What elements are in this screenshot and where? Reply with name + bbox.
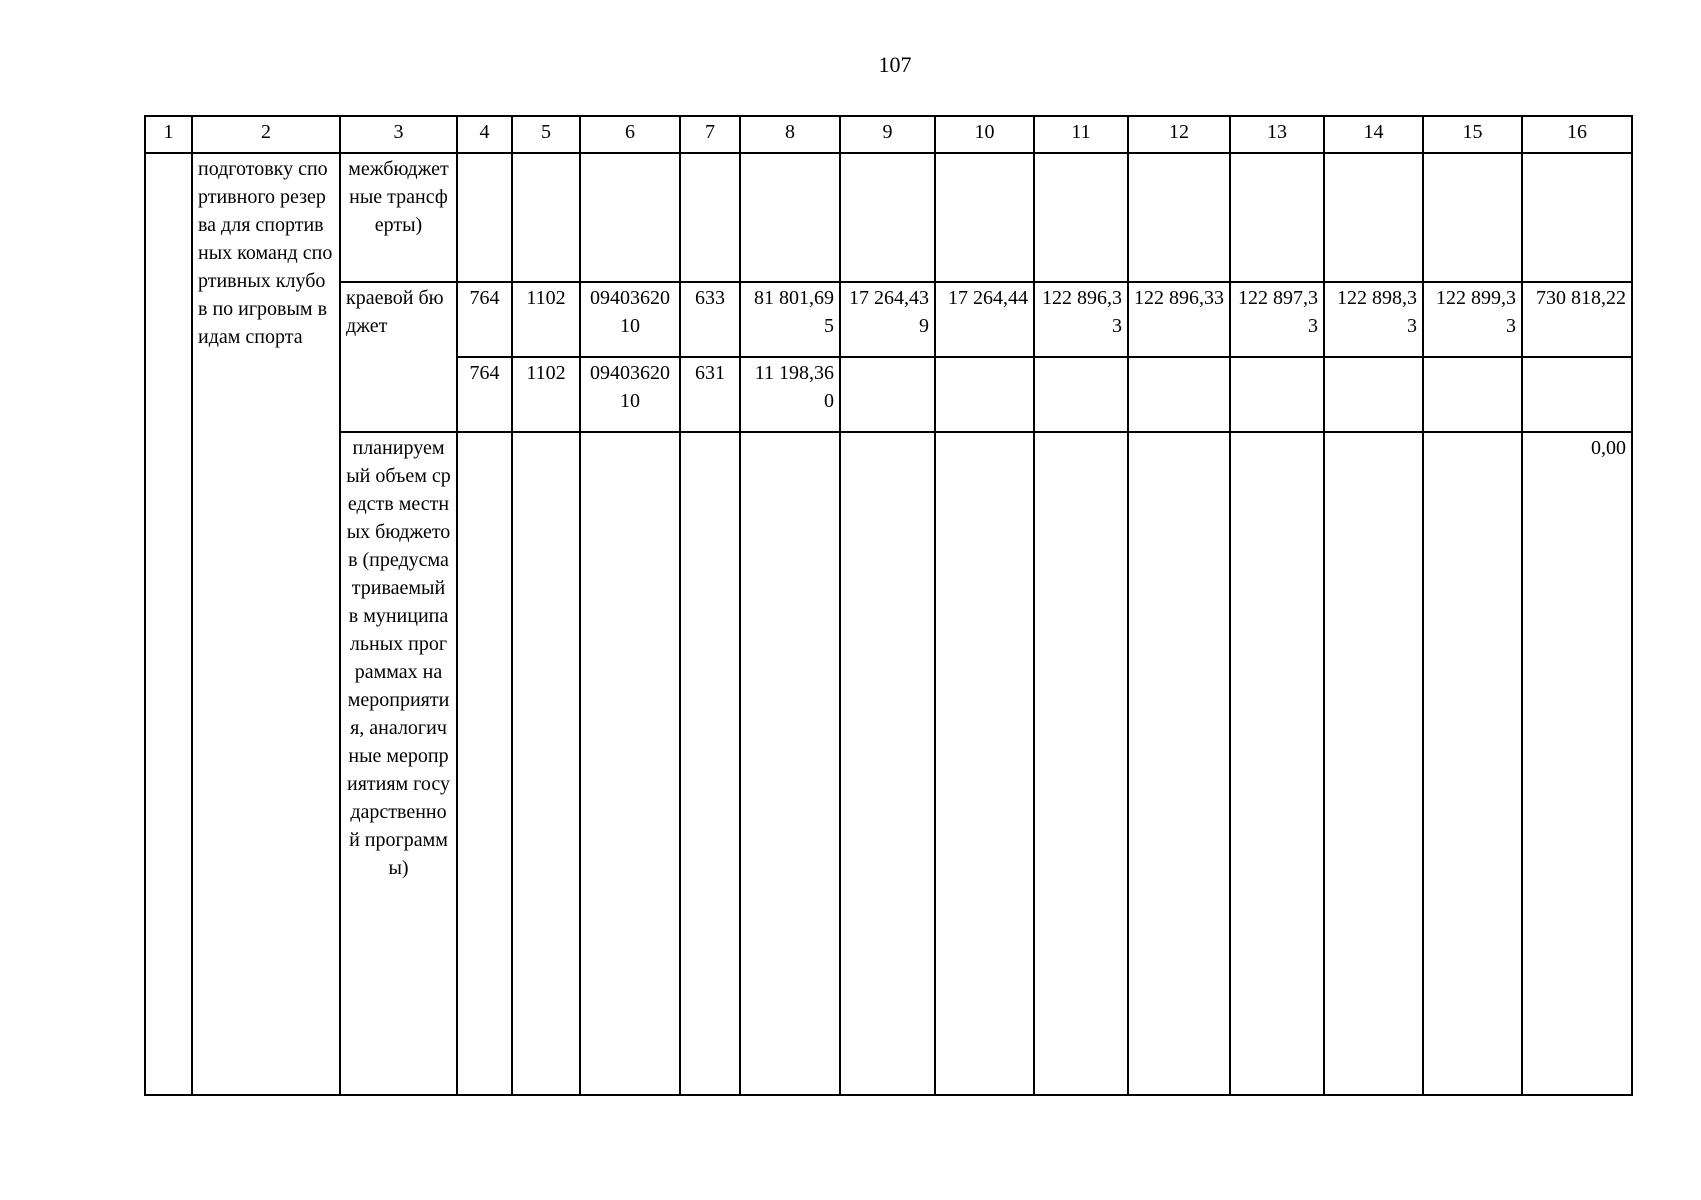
header-cell: 13 [1230, 116, 1324, 153]
table-cell [1128, 432, 1230, 1095]
table-cell: 764 [457, 357, 512, 432]
table-cell: 11 198,360 [740, 357, 840, 432]
table-cell [1324, 153, 1423, 282]
table-cell [1423, 432, 1522, 1095]
header-row [145, 116, 1632, 153]
table-cell [580, 153, 680, 282]
table-cell: 17 264,44 [935, 282, 1034, 357]
table-cell [680, 153, 740, 282]
table-cell [935, 153, 1034, 282]
table-cell: 122 896,33 [1128, 282, 1230, 357]
table-cell: 0940362010 [580, 357, 680, 432]
table-row [145, 282, 1632, 357]
table-cell: 81 801,695 [740, 282, 840, 357]
table-cell [680, 432, 740, 1095]
table-cell [1128, 357, 1230, 432]
table-cell [1522, 153, 1632, 282]
table-cell: 631 [680, 357, 740, 432]
header-cell: 5 [512, 116, 580, 153]
table-cell [457, 153, 512, 282]
table-cell [457, 432, 512, 1095]
header-cell: 2 [192, 116, 340, 153]
header-cell: 9 [840, 116, 935, 153]
table-cell [935, 432, 1034, 1095]
page-number: 107 [878, 52, 912, 77]
header-cell: 10 [935, 116, 1034, 153]
header-cell: 1 [145, 116, 192, 153]
table-cell [1423, 153, 1522, 282]
table-cell [1230, 432, 1324, 1095]
table-cell: 0940362010 [580, 282, 680, 357]
table-cell: 17 264,439 [840, 282, 935, 357]
table-cell [1423, 357, 1522, 432]
funding-source-cell: краевой бюджет [340, 282, 457, 432]
table-cell [740, 432, 840, 1095]
table-cell: 122 899,33 [1423, 282, 1522, 357]
table-cell [1230, 153, 1324, 282]
table-cell: 1102 [512, 282, 580, 357]
funding-source-cell: планируемый объем средств местных бюджетов (предусматриваемый в муниципальных программах на мероприятия, аналогичные мероприятиям государственной программы) [340, 432, 457, 1095]
table-cell [512, 153, 580, 282]
table-cell: 0,00 [1522, 432, 1632, 1095]
cell-index [145, 153, 192, 1095]
header-cell: 7 [680, 116, 740, 153]
table-cell [740, 153, 840, 282]
header-cell: 4 [457, 116, 512, 153]
budget-table [144, 115, 1633, 1096]
table-cell: 764 [457, 282, 512, 357]
table-cell: 122 896,33 [1034, 282, 1128, 357]
table-cell [580, 432, 680, 1095]
table-cell [1034, 432, 1128, 1095]
table-cell [1522, 357, 1632, 432]
table-cell [840, 432, 935, 1095]
table-cell [1034, 357, 1128, 432]
header-cell: 16 [1522, 116, 1632, 153]
table-cell [1324, 432, 1423, 1095]
table-cell [840, 357, 935, 432]
table-row [145, 153, 1632, 282]
header-cell: 14 [1324, 116, 1423, 153]
table-cell: 122 897,33 [1230, 282, 1324, 357]
table-cell [1034, 153, 1128, 282]
header-cell: 6 [580, 116, 680, 153]
table-row [145, 432, 1632, 1095]
header-cell: 15 [1423, 116, 1522, 153]
table-cell [512, 432, 580, 1095]
table-cell: 633 [680, 282, 740, 357]
table-cell [1230, 357, 1324, 432]
header-cell: 12 [1128, 116, 1230, 153]
measure-name-cell: подготовку спортивного резерва для спортивных команд спортивных клубов по игровым видам спорта [192, 153, 340, 1095]
header-cell: 8 [740, 116, 840, 153]
table-cell: 1102 [512, 357, 580, 432]
table-cell: 730 818,22 [1522, 282, 1632, 357]
table-cell: 122 898,33 [1324, 282, 1423, 357]
table-cell [1128, 153, 1230, 282]
table-cell [840, 153, 935, 282]
header-cell: 11 [1034, 116, 1128, 153]
table-cell [935, 357, 1034, 432]
table-cell [1324, 357, 1423, 432]
header-cell: 3 [340, 116, 457, 153]
funding-source-cell: межбюджетные трансферты) [340, 153, 457, 282]
